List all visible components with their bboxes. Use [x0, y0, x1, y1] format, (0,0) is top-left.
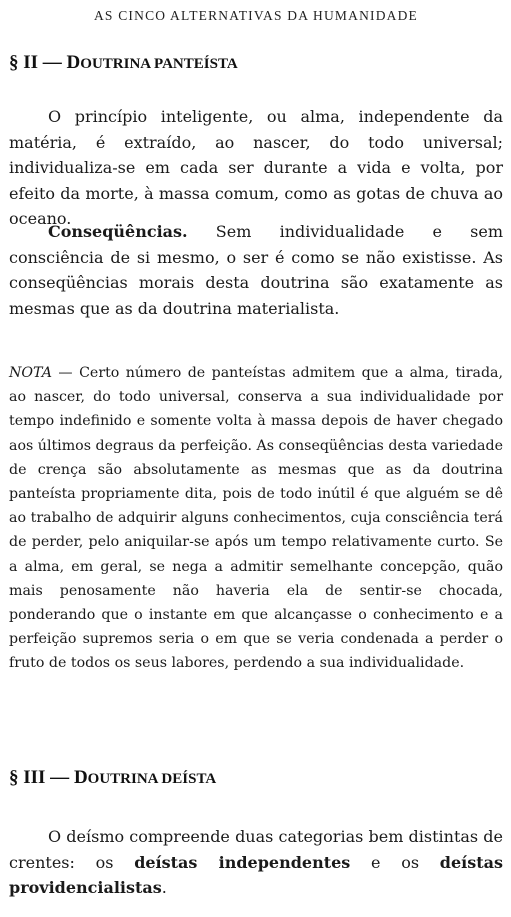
- running-head: AS CINCO ALTERNATIVAS DA HUMANIDADE: [93, 8, 419, 23]
- section-heading-3: [9, 767, 216, 789]
- note-text: — Certo número de panteístas admitem que a alma, tirada, ao nascer, do todo universal, conserva a sua individualidade por tempo indefinido e somente volta à massa depois de haver chegado aos últimos degraus da perfeição. As conseqüências desta variedade de crença são absolutamente as mesmas que as da doutrina panteísta propriamente dita, pois de todo inútil é que alguém se dê ao trabalho de adquirir alguns conhecimentos, cuja consciência terá de perder, pelo aniquilar-se após um tempo relativamente curto. Se a alma, em geral, se nega a admitir semelhante concepção, quão mais penosamente não haveria ela de sentir-se chocada, ponderando que o instante em que alcançasse o conhecimento e a perfeição supremos seria o em que se veria condenada a perder o fruto de todos os seus labores, perdendo a sua individualidade.: [9, 365, 503, 672]
- section-title-rest: OUTRINA DEÍSTA: [87, 771, 217, 787]
- section-number: § III —: [9, 767, 70, 788]
- section-title-initial: D: [66, 52, 81, 73]
- section-title-rest: OUTRINA PANTEÍSTA: [80, 56, 238, 72]
- note-paragraph: [9, 361, 503, 676]
- paragraph-consequences: [9, 219, 503, 321]
- paragraph-text: Sem individualidade e sem consciência de si mesmo, o ser é como se não existisse. As conseqüências morais desta doutrina são exatamente as mesmas que as da doutrina materialista.: [9, 222, 503, 318]
- consequences-label: Conseqüências.: [48, 222, 188, 241]
- section-title-initial: D: [73, 767, 88, 788]
- paragraph-text: e os: [350, 852, 440, 872]
- paragraph-text: O princípio inteligente, ou alma, independente da matéria, é extraído, ao nascer, do todo universal; individualiza-se em cada ser durante a vida e volta, por efeito da morte, à massa comum, como as gotas de chuva ao oceano.: [9, 107, 503, 228]
- paragraph-deism: [9, 824, 503, 901]
- paragraph-text: O deísmo compreende duas categorias bem distintas de crentes: os: [9, 827, 503, 872]
- independent-deists-term: deístas independentes: [134, 852, 351, 872]
- section-number: § II —: [9, 52, 62, 73]
- paragraph-principle: [9, 104, 503, 232]
- paragraph-text: .: [161, 878, 167, 897]
- providentialist-deists-term: deístas providencialistas: [9, 852, 503, 897]
- section-heading-2: [9, 52, 238, 74]
- note-label: NOTA: [9, 365, 52, 381]
